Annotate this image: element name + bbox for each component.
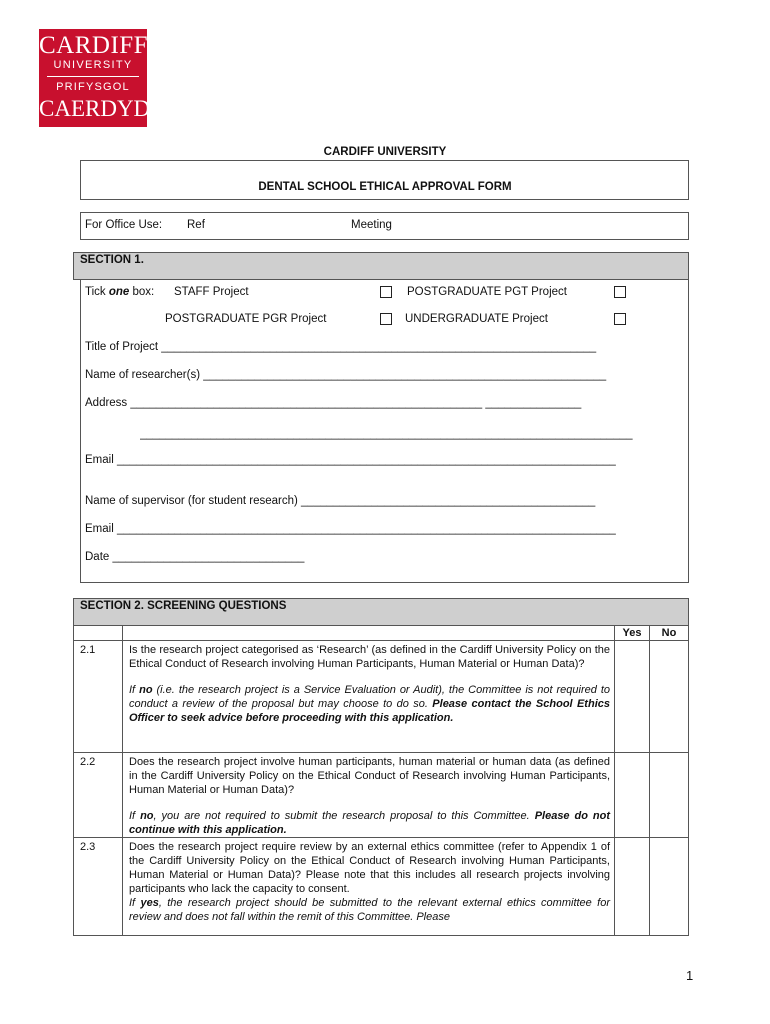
cardiff-university-logo (39, 29, 167, 127)
question-text: Is the research project categorised as ‘Research’ (as defined in the Cardiff University Policy on the Ethical Conduct of Research involving Human Participants, Human Material or Human Data)? (129, 644, 610, 670)
page-number: 1 (686, 968, 694, 983)
no-cell[interactable] (650, 753, 689, 838)
no-cell[interactable] (650, 641, 689, 753)
researchers-field[interactable]: Name of researcher(s) _______________________________________________________________ (85, 369, 607, 381)
address-line2-field[interactable]: _____________________________________________________________________________ (140, 428, 633, 440)
note-prefix: If (129, 684, 140, 696)
tick-suffix: box: (129, 286, 155, 298)
supervisor-field[interactable]: Name of supervisor (for student research) ______________________________________________ (85, 495, 596, 507)
question-text-cell (123, 753, 615, 838)
question-note (129, 809, 610, 837)
office-use-label: For Office Use: (85, 219, 163, 231)
option-staff-label: STAFF Project (174, 286, 249, 298)
logo-divider (47, 76, 139, 77)
question-text: Does the research project require review by an external ethics committee (refer to Appendix 1 of the Cardiff University Policy on the Ethical Conduct of Research involving Human Participants, Human Material or Human Data)? Please note that this includes all research projects involving participants who lack the capacity to consent. (129, 841, 610, 895)
note-bold: no (139, 684, 153, 696)
note-prefix: If (129, 810, 141, 822)
logo-line-caerdydd: CAERDYDD (39, 96, 167, 121)
col-no: No (650, 626, 689, 641)
tick-instruction (85, 286, 154, 298)
logo-line-prifysgol: PRIFYSGOL (56, 81, 130, 93)
option-pgt-label: POSTGRADUATE PGT Project (407, 286, 567, 298)
yes-cell[interactable] (615, 641, 650, 753)
form-title: DENTAL SCHOOL ETHICAL APPROVAL FORM (258, 181, 512, 193)
note-strong: Please contact the School Ethics Officer to seek advice before proceeding with this application. (129, 698, 610, 724)
form-title-box (80, 160, 689, 200)
note-strong: Please do not continue with this application. (129, 810, 611, 836)
tick-one: one (108, 286, 130, 298)
office-meeting-label: Meeting (351, 219, 392, 231)
address-field[interactable]: Address _______________________________________________________ _______________ (85, 397, 582, 409)
tick-prefix: Tick (85, 286, 109, 298)
note-body: , the research project should be submitted to the relevant external ethics committee for review and does not fall within the remit of this Committee. Please (129, 897, 610, 923)
section2-heading: SECTION 2. SCREENING QUESTIONS (80, 600, 287, 612)
date-field[interactable]: Date ______________________________ (85, 551, 305, 563)
question-number: 2.2 (74, 753, 123, 838)
table-row (74, 838, 689, 936)
header-num-cell (74, 626, 123, 641)
option-ug-label: UNDERGRADUATE Project (405, 313, 548, 325)
university-heading: CARDIFF UNIVERSITY (323, 146, 447, 158)
option-pgt-checkbox[interactable] (614, 286, 626, 298)
no-cell[interactable] (650, 838, 689, 936)
table-header-row (74, 626, 689, 641)
option-pgr-label: POSTGRADUATE PGR Project (165, 313, 327, 325)
table-row (74, 641, 689, 753)
header-text-cell (123, 626, 615, 641)
yes-cell[interactable] (615, 753, 650, 838)
question-text-cell (123, 838, 615, 936)
note-body: (i.e. the research project is a Service Evaluation or Audit), the Committee is not required to conduct a review of the proposal but may choose to do so. (129, 684, 611, 710)
note-bold: no (140, 810, 154, 822)
option-staff-checkbox[interactable] (380, 286, 392, 298)
note-prefix: If (129, 897, 141, 909)
office-ref-label: Ref (187, 219, 205, 231)
project-title-field[interactable]: Title of Project ____________________________________________________________________ (85, 341, 597, 353)
logo-line-university: UNIVERSITY (53, 59, 133, 71)
email-field[interactable]: Email ______________________________________________________________________________ (85, 454, 616, 466)
logo-line-cardiff: CARDIFF (39, 32, 149, 59)
question-note (129, 896, 610, 924)
note-bold: yes (140, 897, 159, 909)
question-number: 2.1 (74, 641, 123, 753)
section1-header (73, 252, 689, 280)
question-text: Does the research project involve human participants, human material or human data (as defined in the Cardiff University Policy on the Ethical Conduct of Research involving Human Participants, Human Material or Human Data)? (129, 756, 610, 796)
screening-questions-table (73, 625, 689, 936)
question-note (129, 683, 610, 725)
option-ug-checkbox[interactable] (614, 313, 626, 325)
question-number: 2.3 (74, 838, 123, 936)
question-text-cell (123, 641, 615, 753)
col-yes: Yes (615, 626, 650, 641)
section1-heading: SECTION 1. (80, 254, 144, 266)
yes-cell[interactable] (615, 838, 650, 936)
supervisor-email-field[interactable]: Email ______________________________________________________________________________ (85, 523, 616, 535)
option-pgr-checkbox[interactable] (380, 313, 392, 325)
table-row (74, 753, 689, 838)
note-body: , you are not required to submit the research proposal to this Committee. (153, 810, 535, 822)
